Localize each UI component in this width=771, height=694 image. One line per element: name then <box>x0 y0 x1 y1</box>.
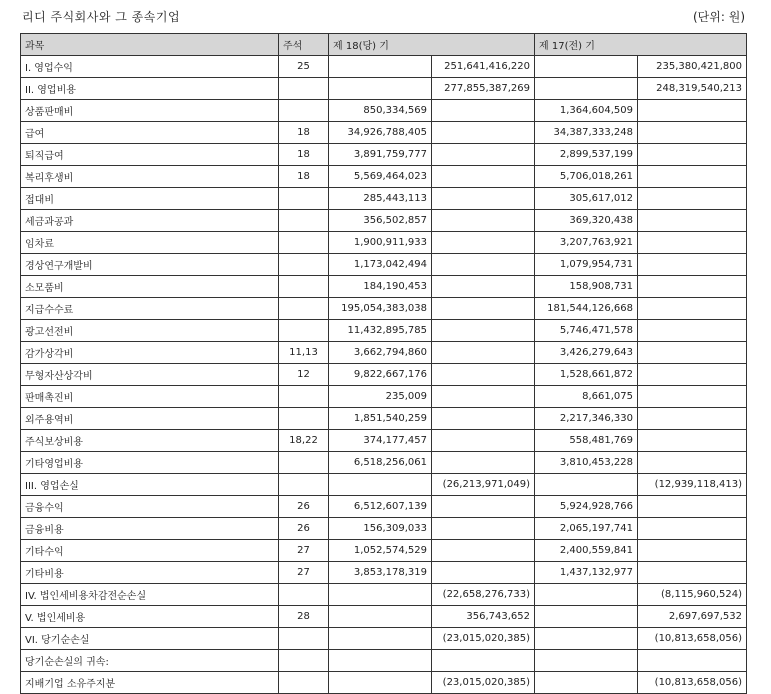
prior-total-cell <box>638 342 747 364</box>
prior-detail-cell: 5,706,018,261 <box>535 166 638 188</box>
prior-detail-cell <box>535 628 638 650</box>
note-cell <box>279 298 329 320</box>
prior-detail-cell: 2,065,197,741 <box>535 518 638 540</box>
current-total-cell <box>432 254 535 276</box>
account-cell: 지배기업 소유주지분 <box>21 672 279 694</box>
current-detail-cell <box>329 584 432 606</box>
current-total-cell <box>432 342 535 364</box>
note-cell <box>279 276 329 298</box>
table-row <box>21 166 747 188</box>
current-total-cell: (26,213,971,049) <box>432 474 535 496</box>
table-row <box>21 540 747 562</box>
table-row <box>21 672 747 694</box>
note-cell: 11,13 <box>279 342 329 364</box>
note-cell <box>279 408 329 430</box>
account-cell: IV. 법인세비용차감전순손실 <box>21 584 279 606</box>
note-cell <box>279 650 329 672</box>
account-cell: VI. 당기순손실 <box>21 628 279 650</box>
income-statement-table <box>20 33 747 694</box>
note-cell <box>279 78 329 100</box>
prior-total-cell: 248,319,540,213 <box>638 78 747 100</box>
prior-detail-cell: 5,924,928,766 <box>535 496 638 518</box>
account-cell: 무형자산상각비 <box>21 364 279 386</box>
note-cell: 26 <box>279 518 329 540</box>
column-header-prior-period: 제 17(전) 기 <box>535 34 747 56</box>
prior-total-cell <box>638 518 747 540</box>
prior-detail-cell: 3,810,453,228 <box>535 452 638 474</box>
table-row <box>21 254 747 276</box>
current-total-cell <box>432 408 535 430</box>
table-row <box>21 650 747 672</box>
account-cell: 감가상각비 <box>21 342 279 364</box>
note-cell <box>279 584 329 606</box>
prior-detail-cell: 3,426,279,643 <box>535 342 638 364</box>
current-detail-cell: 235,009 <box>329 386 432 408</box>
prior-detail-cell: 1,437,132,977 <box>535 562 638 584</box>
column-header-current-period: 제 18(당) 기 <box>329 34 535 56</box>
prior-total-cell: (10,813,658,056) <box>638 672 747 694</box>
table-row <box>21 232 747 254</box>
account-cell: 판매촉진비 <box>21 386 279 408</box>
prior-detail-cell <box>535 78 638 100</box>
current-total-cell <box>432 540 535 562</box>
current-detail-cell: 1,052,574,529 <box>329 540 432 562</box>
table-row <box>21 100 747 122</box>
prior-detail-cell <box>535 672 638 694</box>
current-total-cell <box>432 386 535 408</box>
prior-detail-cell: 1,364,604,509 <box>535 100 638 122</box>
account-cell: 복리후생비 <box>21 166 279 188</box>
note-cell: 27 <box>279 540 329 562</box>
table-row <box>21 298 747 320</box>
prior-detail-cell: 1,528,661,872 <box>535 364 638 386</box>
current-detail-cell: 356,502,857 <box>329 210 432 232</box>
prior-total-cell <box>638 100 747 122</box>
prior-detail-cell: 181,544,126,668 <box>535 298 638 320</box>
note-cell: 18 <box>279 166 329 188</box>
prior-total-cell <box>638 254 747 276</box>
current-detail-cell <box>329 628 432 650</box>
current-detail-cell: 3,853,178,319 <box>329 562 432 584</box>
table-row <box>21 78 747 100</box>
prior-total-cell <box>638 276 747 298</box>
account-cell: 상품판매비 <box>21 100 279 122</box>
note-cell <box>279 386 329 408</box>
account-cell: 소모품비 <box>21 276 279 298</box>
current-detail-cell <box>329 672 432 694</box>
current-total-cell <box>432 210 535 232</box>
current-detail-cell: 850,334,569 <box>329 100 432 122</box>
current-total-cell <box>432 430 535 452</box>
statement-header <box>0 0 771 34</box>
current-detail-cell: 11,432,895,785 <box>329 320 432 342</box>
account-cell: 퇴직급여 <box>21 144 279 166</box>
table-row <box>21 188 747 210</box>
current-total-cell <box>432 232 535 254</box>
table-row <box>21 518 747 540</box>
account-cell: 주식보상비용 <box>21 430 279 452</box>
prior-detail-cell: 2,899,537,199 <box>535 144 638 166</box>
prior-total-cell <box>638 364 747 386</box>
current-total-cell <box>432 364 535 386</box>
table-row <box>21 342 747 364</box>
account-cell: III. 영업손실 <box>21 474 279 496</box>
account-cell: 외주용역비 <box>21 408 279 430</box>
current-total-cell: 277,855,387,269 <box>432 78 535 100</box>
prior-total-cell <box>638 298 747 320</box>
column-header-account: 과목 <box>21 34 279 56</box>
table-row <box>21 452 747 474</box>
account-cell: II. 영업비용 <box>21 78 279 100</box>
current-detail-cell: 156,309,033 <box>329 518 432 540</box>
prior-detail-cell: 34,387,333,248 <box>535 122 638 144</box>
prior-total-cell <box>638 650 747 672</box>
current-detail-cell <box>329 474 432 496</box>
prior-total-cell <box>638 232 747 254</box>
note-cell: 26 <box>279 496 329 518</box>
note-cell: 25 <box>279 56 329 78</box>
table-header-row <box>21 34 747 56</box>
account-cell: 기타비용 <box>21 562 279 584</box>
current-total-cell: (23,015,020,385) <box>432 628 535 650</box>
current-detail-cell: 285,443,113 <box>329 188 432 210</box>
prior-total-cell <box>638 210 747 232</box>
note-cell <box>279 320 329 342</box>
prior-detail-cell: 2,217,346,330 <box>535 408 638 430</box>
prior-total-cell: (8,115,960,524) <box>638 584 747 606</box>
prior-total-cell <box>638 386 747 408</box>
prior-detail-cell: 2,400,559,841 <box>535 540 638 562</box>
account-cell: 기타수익 <box>21 540 279 562</box>
note-cell <box>279 188 329 210</box>
current-detail-cell: 1,173,042,494 <box>329 254 432 276</box>
account-cell: 기타영업비용 <box>21 452 279 474</box>
note-cell <box>279 100 329 122</box>
current-total-cell <box>432 650 535 672</box>
prior-total-cell <box>638 320 747 342</box>
current-total-cell: (23,015,020,385) <box>432 672 535 694</box>
prior-total-cell <box>638 188 747 210</box>
current-total-cell <box>432 496 535 518</box>
prior-total-cell: (12,939,118,413) <box>638 474 747 496</box>
table-row <box>21 562 747 584</box>
company-name: 리디 주식회사와 그 종속기업 <box>22 10 181 24</box>
account-cell: 경상연구개발비 <box>21 254 279 276</box>
current-total-cell <box>432 122 535 144</box>
prior-detail-cell: 5,746,471,578 <box>535 320 638 342</box>
table-row <box>21 320 747 342</box>
account-cell: V. 법인세비용 <box>21 606 279 628</box>
note-cell <box>279 474 329 496</box>
account-cell: I. 영업수익 <box>21 56 279 78</box>
prior-detail-cell <box>535 56 638 78</box>
column-header-note: 주석 <box>279 34 329 56</box>
account-cell: 임차료 <box>21 232 279 254</box>
prior-detail-cell: 8,661,075 <box>535 386 638 408</box>
prior-total-cell <box>638 496 747 518</box>
prior-detail-cell: 369,320,438 <box>535 210 638 232</box>
current-total-cell: (22,658,276,733) <box>432 584 535 606</box>
note-cell: 18,22 <box>279 430 329 452</box>
current-detail-cell <box>329 606 432 628</box>
table-row <box>21 364 747 386</box>
table-row <box>21 122 747 144</box>
prior-total-cell <box>638 408 747 430</box>
prior-detail-cell: 1,079,954,731 <box>535 254 638 276</box>
table-row <box>21 584 747 606</box>
table-row <box>21 496 747 518</box>
prior-detail-cell: 305,617,012 <box>535 188 638 210</box>
note-cell <box>279 452 329 474</box>
table-row <box>21 144 747 166</box>
account-cell: 급여 <box>21 122 279 144</box>
table-row <box>21 276 747 298</box>
current-total-cell <box>432 100 535 122</box>
note-cell <box>279 210 329 232</box>
current-detail-cell: 3,662,794,860 <box>329 342 432 364</box>
current-detail-cell: 6,512,607,139 <box>329 496 432 518</box>
prior-detail-cell <box>535 474 638 496</box>
table-row <box>21 606 747 628</box>
note-cell: 12 <box>279 364 329 386</box>
unit-label: (단위: 원) <box>693 10 745 24</box>
prior-detail-cell: 158,908,731 <box>535 276 638 298</box>
current-detail-cell: 195,054,383,038 <box>329 298 432 320</box>
table-body <box>21 56 747 694</box>
prior-detail-cell <box>535 606 638 628</box>
current-total-cell <box>432 166 535 188</box>
table-row <box>21 628 747 650</box>
table-row <box>21 210 747 232</box>
current-total-cell <box>432 298 535 320</box>
current-total-cell <box>432 188 535 210</box>
current-detail-cell <box>329 56 432 78</box>
note-cell: 28 <box>279 606 329 628</box>
current-detail-cell: 9,822,667,176 <box>329 364 432 386</box>
note-cell: 18 <box>279 122 329 144</box>
note-cell: 27 <box>279 562 329 584</box>
table-row <box>21 430 747 452</box>
account-cell: 접대비 <box>21 188 279 210</box>
current-total-cell <box>432 518 535 540</box>
account-cell: 세금과공과 <box>21 210 279 232</box>
note-cell: 18 <box>279 144 329 166</box>
note-cell <box>279 254 329 276</box>
account-cell: 지급수수료 <box>21 298 279 320</box>
account-cell: 금융수익 <box>21 496 279 518</box>
current-total-cell <box>432 320 535 342</box>
note-cell <box>279 628 329 650</box>
prior-total-cell <box>638 144 747 166</box>
note-cell <box>279 232 329 254</box>
current-detail-cell: 3,891,759,777 <box>329 144 432 166</box>
current-detail-cell: 5,569,464,023 <box>329 166 432 188</box>
current-detail-cell: 34,926,788,405 <box>329 122 432 144</box>
current-total-cell: 251,641,416,220 <box>432 56 535 78</box>
account-cell: 금융비용 <box>21 518 279 540</box>
current-total-cell <box>432 144 535 166</box>
prior-total-cell <box>638 562 747 584</box>
current-total-cell <box>432 562 535 584</box>
note-cell <box>279 672 329 694</box>
prior-total-cell: 2,697,697,532 <box>638 606 747 628</box>
current-detail-cell: 1,851,540,259 <box>329 408 432 430</box>
prior-total-cell <box>638 122 747 144</box>
prior-total-cell <box>638 430 747 452</box>
prior-total-cell <box>638 540 747 562</box>
account-cell: 당기순손실의 귀속: <box>21 650 279 672</box>
current-detail-cell: 184,190,453 <box>329 276 432 298</box>
table-row <box>21 474 747 496</box>
table-row <box>21 56 747 78</box>
current-total-cell: 356,743,652 <box>432 606 535 628</box>
current-detail-cell: 374,177,457 <box>329 430 432 452</box>
table-row <box>21 408 747 430</box>
prior-detail-cell <box>535 584 638 606</box>
account-cell: 광고선전비 <box>21 320 279 342</box>
current-detail-cell: 1,900,911,933 <box>329 232 432 254</box>
current-total-cell <box>432 452 535 474</box>
current-detail-cell <box>329 650 432 672</box>
current-detail-cell <box>329 78 432 100</box>
current-detail-cell: 6,518,256,061 <box>329 452 432 474</box>
current-total-cell <box>432 276 535 298</box>
prior-detail-cell: 558,481,769 <box>535 430 638 452</box>
prior-detail-cell: 3,207,763,921 <box>535 232 638 254</box>
prior-detail-cell <box>535 650 638 672</box>
prior-total-cell <box>638 166 747 188</box>
prior-total-cell: (10,813,658,056) <box>638 628 747 650</box>
prior-total-cell <box>638 452 747 474</box>
table-row <box>21 386 747 408</box>
prior-total-cell: 235,380,421,800 <box>638 56 747 78</box>
